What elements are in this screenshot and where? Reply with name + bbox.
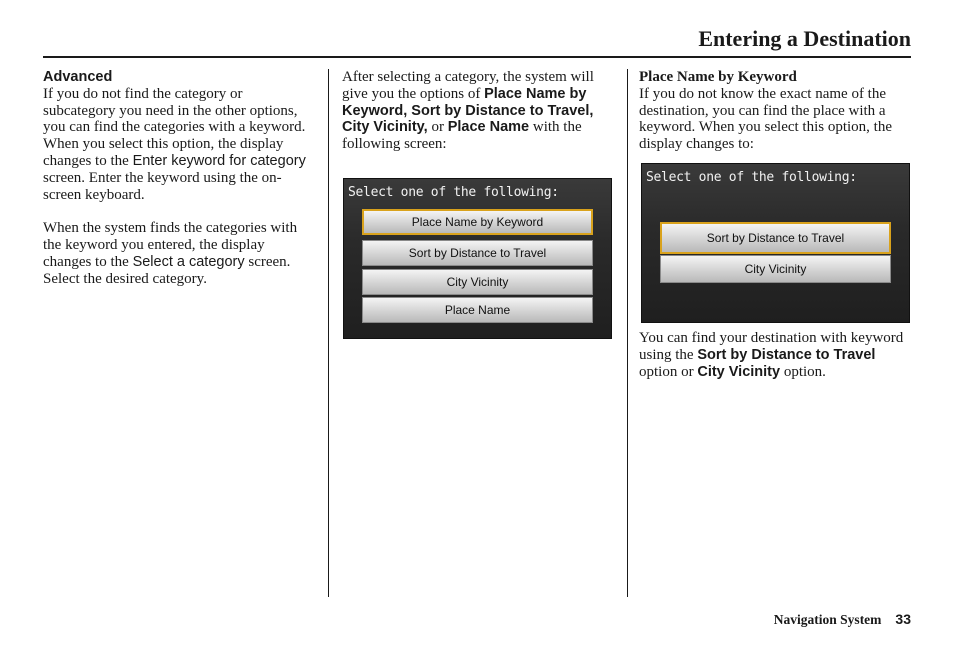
footer-label: Navigation System [773, 612, 882, 627]
text: or [427, 119, 448, 136]
option-name-text: City Vicinity [697, 363, 781, 380]
text: with the following screen: [342, 119, 582, 153]
text: When the system finds the categories with the keyword you entered, the display changes to the [43, 220, 298, 270]
section-heading-advanced: Advanced [43, 69, 113, 85]
nav-screen-options [343, 178, 612, 339]
paragraph: If you do not know the exact name of the destination, you can find the place with a keyword. When you select this option, the display changes to: [639, 85, 893, 153]
paragraph [342, 69, 614, 153]
column-place-name-by-keyword [639, 69, 911, 153]
screen-title: Select one of the following: [646, 170, 857, 185]
page-footer [774, 611, 911, 628]
text: screen. Select the desired category. [43, 253, 291, 287]
text: screen. Enter the keyword using the on-screen keyboard. [43, 169, 282, 203]
column-advanced [43, 69, 315, 288]
screen-name-text: Select a category [132, 253, 245, 270]
option-name-text: Place Name [447, 119, 530, 136]
place-name-by-keyword-button[interactable]: Place Name by Keyword [362, 209, 593, 235]
column-options [342, 69, 614, 153]
sort-by-distance-button[interactable]: Sort by Distance to Travel [660, 222, 891, 254]
paragraph [43, 86, 315, 204]
text: After selecting a category, the system will give you the options of [342, 69, 594, 102]
section-heading-place-name-by-keyword: Place Name by Keyword [639, 69, 797, 85]
sort-by-distance-button[interactable]: Sort by Distance to Travel [362, 240, 593, 266]
column-divider [328, 69, 329, 597]
column-divider [627, 69, 628, 597]
city-vicinity-button[interactable]: City Vicinity [660, 255, 891, 283]
screen-name-text: Enter keyword for category [132, 152, 306, 169]
text: You can find your destination with keyword using the [639, 330, 904, 363]
nav-screen-keyword-options [641, 163, 910, 323]
text: If you do not find the category or subcategory you need in the other options, you can find the categories with a keyword. When you select this option, the display changes to the [43, 85, 306, 169]
paragraph [639, 330, 911, 380]
column-place-name-by-keyword-cont [639, 330, 911, 380]
text: option or [639, 363, 698, 380]
place-name-button[interactable]: Place Name [362, 297, 593, 323]
option-name-text: Sort by Distance to Travel [697, 346, 876, 363]
screen-title: Select one of the following: [348, 185, 559, 200]
page-title: Entering a Destination [698, 26, 911, 51]
option-names-text: Place Name by Keyword, Sort by Distance to Travel, City Vicinity, [342, 85, 594, 136]
page-number: 33 [895, 611, 911, 627]
header-rule [43, 56, 911, 58]
text: option. [780, 363, 826, 380]
city-vicinity-button[interactable]: City Vicinity [362, 269, 593, 295]
paragraph [43, 220, 315, 287]
